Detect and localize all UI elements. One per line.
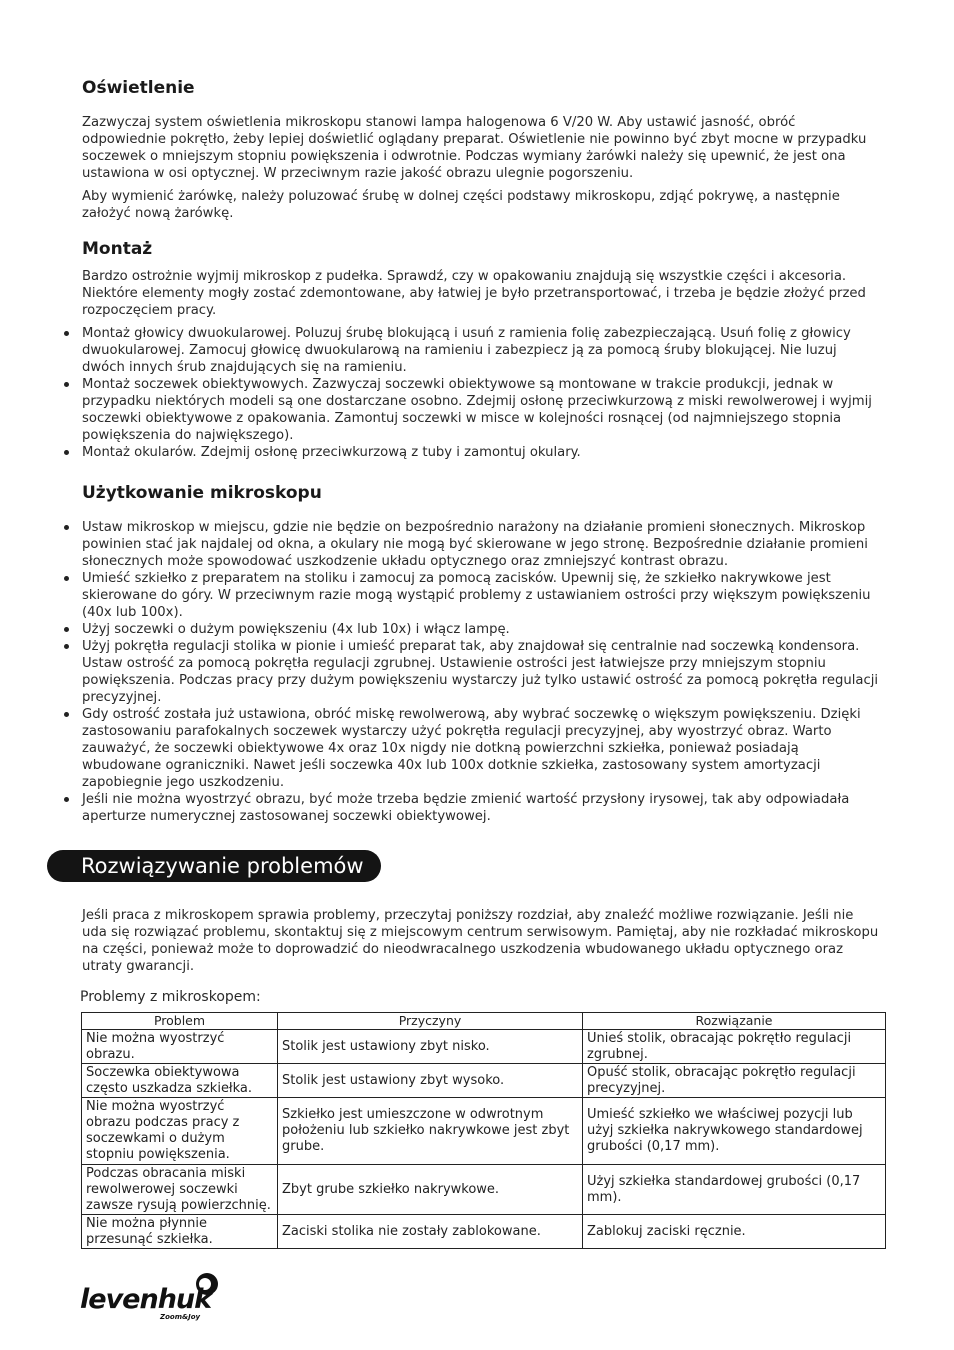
heading-montaz: Montaż — [82, 239, 153, 259]
list-item — [64, 638, 882, 706]
montaz-list — [64, 325, 882, 461]
bullet-icon — [64, 382, 69, 387]
table-caption: Problemy z mikroskopem: — [80, 989, 261, 1005]
table-cell: Stolik jest ustawiony zbyt wysoko. — [278, 1064, 583, 1098]
uzytkowanie-list — [64, 519, 882, 825]
list-item — [64, 706, 882, 791]
banner-title: Rozwiązywanie problemów — [81, 854, 364, 878]
table-cell: Unieś stolik, obracając pokrętło regulacji zgrubnej. — [583, 1030, 886, 1064]
table-cell: Podczas obracania miski rewolwerowej soczewki zawsze rysują powierzchnię. — [82, 1165, 278, 1215]
list-item-text: Umieść szkiełko z preparatem na stoliku i zamocuj za pomocą zacisków. Upewnij się, że szkiełko nakrywkowe jest skierowane do góry. W przeciwnym razie mogą wystąpić problemy z ustawianiem ostrości przy większym powiększeniu (40x lub 100x). — [82, 571, 871, 620]
table-cell: Nie można płynnie przesunąć szkiełka. — [82, 1215, 278, 1249]
table-cell: Zaciski stolika nie zostały zablokowane. — [278, 1215, 583, 1249]
table-row — [82, 1030, 886, 1064]
list-item-text: Ustaw mikroskop w miejscu, gdzie nie będzie on bezpośrednio narażony na działanie promieni słonecznych. Mikroskop powinien stać jak najdalej od okna, a okulary nie mogą być skierowane w jego stronę. Bezpośrednie działanie promieni słonecznych może spowodować uszkodzenie układu optycznego oraz zmniejszyć kontrast obrazu. — [82, 520, 868, 569]
table-cell: Zbyt grube szkiełko nakrywkowe. — [278, 1165, 583, 1215]
table-header-row — [82, 1013, 886, 1030]
table-cell: Nie można wyostrzyć obrazu podczas pracy z soczewkami o dużym stopniu powiększenia. — [82, 1098, 278, 1165]
bullet-icon — [64, 644, 69, 649]
list-item — [64, 570, 882, 621]
bullet-icon — [64, 450, 69, 455]
table-cell: Zablokuj zaciski ręcznie. — [583, 1215, 886, 1249]
bullet-icon — [64, 627, 69, 632]
oswietlenie-paragraph-1: Zazwyczaj system oświetlenia mikroskopu stanowi lampa halogenowa 6 V/20 W. Aby ustawić jasność, obróć odpowiednie pokrętło, żeby lepiej doświetlić oglądany preparat. Oświetlenie nie powinno być zbyt mocne w przypadku soczewek o mniejszym stopniu powiększenia i odwrotnie. Podczas wymiany żarówki należy się upewnić, że jest ona ustawiona w osi optycznej. W przeciwnym razie jakość obrazu ulegnie pogorszeniu. — [82, 115, 867, 181]
heading-oswietlenie: Oświetlenie — [82, 78, 195, 98]
heading-uzytkowanie: Użytkowanie mikroskopu — [82, 483, 322, 503]
list-item — [64, 444, 882, 461]
levenhuk-logo — [80, 1272, 230, 1322]
list-item-text: Użyj pokrętła regulacji stolika w pionie i umieść preparat tak, aby znajdował się centralnie nad soczewką kondensora. Ustaw ostrość za pomocą pokrętła regulacji zgrubnej. Ustawienie ostrości jest łatwiejsze przy mniejszym stopniu powiększenia. Podczas pracy przy dużym powiększeniu wystarczy już tylko ustawić ostrość za pomocą pokrętła regulacji precyzyjnej. — [82, 639, 879, 705]
table-cell: Umieść szkiełko we właściwej pozycji lub użyj szkiełka nakrywkowego standardowej grubości (0,17 mm). — [583, 1098, 886, 1165]
bullet-icon — [64, 331, 69, 336]
list-item-text: Użyj soczewki o dużym powiększeniu (4x lub 10x) i włącz lampę. — [82, 622, 510, 637]
column-header: Problem — [82, 1013, 278, 1030]
list-item — [64, 376, 882, 444]
list-item — [64, 621, 882, 638]
section-banner — [47, 850, 381, 882]
bullet-icon — [64, 576, 69, 581]
table-cell: Użyj szkiełka standardowej grubości (0,17 mm). — [583, 1165, 886, 1215]
table-cell: Soczewka obiektywowa często uszkadza szkiełka. — [82, 1064, 278, 1098]
list-item-text: Jeśli nie można wyostrzyć obrazu, być może trzeba będzie zmienić wartość przysłony irysowej, tak aby odpowiadała aperturze numerycznej zastosowanej soczewki obiektywowej. — [82, 792, 850, 824]
svg-text:Zoom&Joy: Zoom&Joy — [160, 1313, 201, 1321]
troubleshooting-intro: Jeśli praca z mikroskopem sprawia problemy, przeczytaj poniższy rozdział, aby znaleźć możliwe rozwiązanie. Jeśli nie uda się rozwiązać problemu, skontaktuj się z miejscowym centrum serwisowym. Pamiętaj, aby nie rozkładać mikroskopu na części, ponieważ może to doprowadzić do nieodwracalnego uszkodzenia wbudowanego układu optycznego oraz utraty gwarancji. — [82, 908, 879, 974]
list-item — [64, 325, 882, 376]
table-row — [82, 1064, 886, 1098]
levenhuk-logo-graphic — [80, 1272, 230, 1322]
bullet-icon — [64, 797, 69, 802]
bullet-icon — [64, 525, 69, 530]
column-header: Przyczyny — [278, 1013, 583, 1030]
list-item — [64, 791, 882, 825]
table-cell: Opuść stolik, obracając pokrętło regulacji precyzyjnej. — [583, 1064, 886, 1098]
list-item-text: Montaż głowicy dwuokularowej. Poluzuj śrubę blokującą i usuń z ramienia folię zabezpieczającą. Usuń folię z głowicy dwuokularowej. Zamocuj głowicę dwuokularową na ramieniu i zabezpiecz ją za pomocą śruby blokującej. Nie luzuj dwóch innych śrub znajdujących się na ramieniu. — [82, 326, 851, 375]
troubleshooting-table — [81, 1012, 886, 1249]
table-row — [82, 1098, 886, 1165]
oswietlenie-paragraph-2: Aby wymienić żarówkę, należy poluzować śrubę w dolnej części podstawy mikroskopu, zdjąć pokrywę, a następnie założyć nową żarówkę. — [82, 189, 840, 221]
list-item — [64, 519, 882, 570]
table-row — [82, 1215, 886, 1249]
table-cell: Szkiełko jest umieszczone w odwrotnym położeniu lub szkiełko nakrywkowe jest zbyt grube. — [278, 1098, 583, 1165]
montaz-intro: Bardzo ostrożnie wyjmij mikroskop z pudełka. Sprawdź, czy w opakowaniu znajdują się wszystkie części i akcesoria. Niektóre elementy mogły zostać zdemontowane, aby łatwiej je było przetransportować, i trzeba je będzie złożyć przed rozpoczęciem pracy. — [82, 269, 866, 318]
table-cell: Stolik jest ustawiony zbyt nisko. — [278, 1030, 583, 1064]
table-cell: Nie można wyostrzyć obrazu. — [82, 1030, 278, 1064]
bullet-icon — [64, 712, 69, 717]
list-item-text: Montaż okularów. Zdejmij osłonę przeciwkurzową z tuby i zamontuj okulary. — [82, 445, 581, 460]
table-row — [82, 1165, 886, 1215]
column-header: Rozwiązanie — [583, 1013, 886, 1030]
list-item-text: Gdy ostrość została już ustawiona, obróć miskę rewolwerową, aby wybrać soczewkę o większym powiększeniu. Dzięki zastosowaniu parafokalnych soczewek wystarczy użyć pokrętła regulacji precyzyjnej, aby wyostrzyć obraz. Warto zauważyć, że soczewki obiektywowe 4x oraz 10x nigdy nie dotkną powierzchni szkiełka, ponieważ posiadają wbudowane ograniczniki. Nawet jeśli soczewka 40x lub 100x dotknie szkiełka, zastosowany system amortyzacji zapobiegnie jego uszkodzeniu. — [82, 707, 861, 790]
svg-text:levenhuk: levenhuk — [80, 1284, 212, 1315]
list-item-text: Montaż soczewek obiektywowych. Zazwyczaj soczewki obiektywowe są montowane w trakcie produkcji, jednak w przypadku niektórych modeli są one dostarczane osobno. Zdejmij osłonę przeciwkurzową z miski rewolwerowej i wyjmij soczewki obiektywowe z opakowania. Zamontuj soczewki w misce w kolejności rosnącej (od najmniejszego stopnia powiększenia do największego). — [82, 377, 872, 443]
